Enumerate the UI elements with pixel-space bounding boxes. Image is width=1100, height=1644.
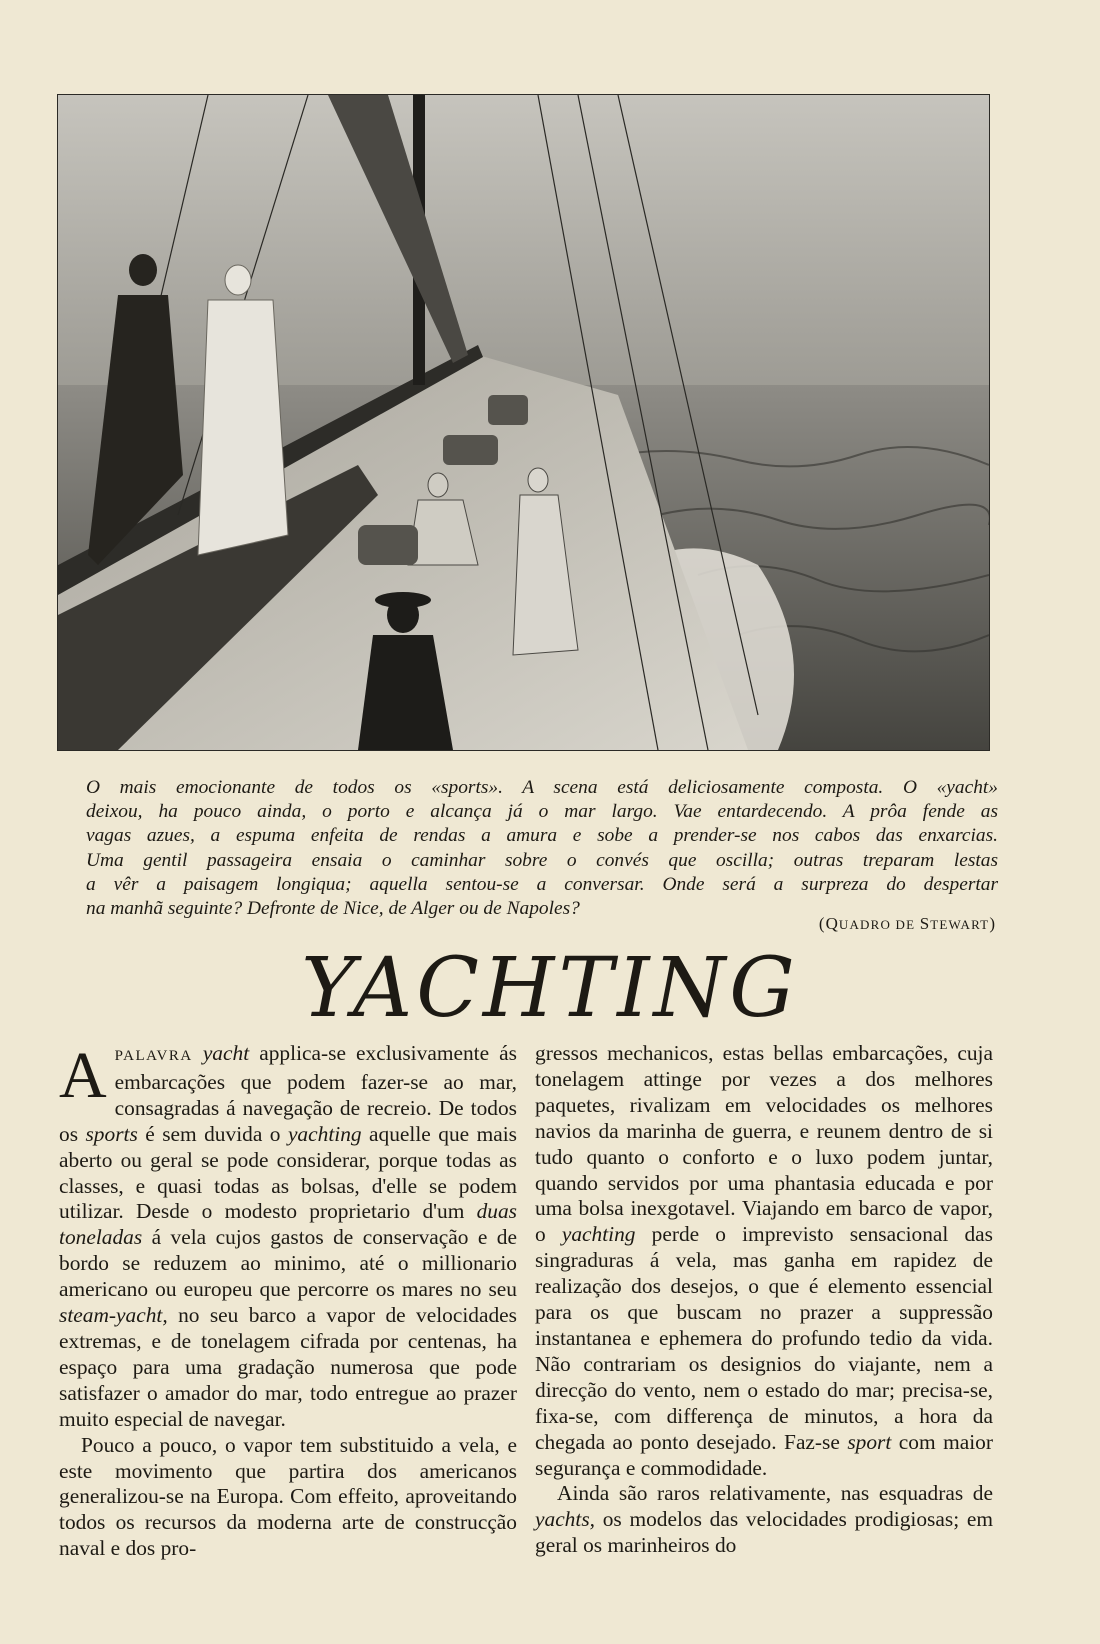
lead-word: PALAVRA [114,1048,193,1064]
caption-line: na manhã seguinte? Defronte de Nice, de Alger ou de Napoles? [86,898,580,920]
text-run: applica-se exclusivamente ás embarcações que podem fazer-se ao mar, consagradas á navegação de recreio. De todos os [59,1041,517,1146]
article-paragraph [535,1481,993,1559]
credit-part: TEWART [930,917,990,932]
caption-line: O mais emocionante de todos os «sports». A scena está deliciosamente composta. O «yacht» [86,777,998,798]
text-run: aquelle que mais aberto ou geral se pode considerar, porque todas as classes, e quasi todas as bolsas, d'elle se podem utilizar. Desde o modesto proprietario d'um [59,1121,517,1224]
text-run: com maior segurança e commodidade. [535,1429,993,1480]
article-title: YACHTING [301,941,799,1036]
emphasis: yacht [202,1041,250,1065]
emphasis: sport [847,1429,892,1454]
emphasis: steam-yacht, [59,1303,168,1328]
emphasis: yachts, [535,1507,595,1532]
article-column-right [535,1041,993,1559]
text-run: gressos mechanicos, estas bellas embarcações, cuja tonelagem attinge por vezes a dos melhores paquetes, rivalizam em velocidades os melhores navios da marinha de guerra, e reunem dentro de si tudo quanto o conforto e o luxo podem juntar, quando servidos por uma phantasia educada e por uma bolsa inexgotavel. Viajando em barco de vapor, o [535,1041,993,1247]
drop-cap: A [59,1039,107,1112]
text-run: os modelos das velocidades prodigiosas; em geral os marinheiros do [535,1507,993,1558]
article-paragraph: Pouco a pouco, o vapor tem substituido a vela, e este movimento que partira dos americanos generalizou-se na Europa. Com effeito, aproveitando todos os recursos da moderna arte de construcção naval e dos pro- [59,1432,517,1561]
article-paragraph [535,1041,993,1481]
emphasis: sports [85,1121,138,1146]
caption-line: deixou, ha pouco ainda, o porto e alcança já o mar largo. Vae entardecendo. A prôa fende as [86,801,998,823]
text-run: perde o imprevisto sensacional das singraduras á vela, mas ganha em rapidez de realização dos desejos, o que é elemento essencial para os que buscam no prazer a suppressão instantanea e ephemera do profundo tedio da vida. Não contrariam os designios do viajante, nem a direcção do vento, nem o estado do mar; precisa-se, fixa-se, com differença de minutos, a hora da chegada ao ponto desejado. Faz-se [535,1222,994,1454]
credit-part: ) [989,914,996,933]
emphasis: duas toneladas [59,1199,517,1250]
yacht-deck-illustration [57,94,990,751]
article-column-left [59,1041,517,1562]
credit-part: (Q [818,914,839,933]
credit-part: S [919,914,931,933]
emphasis: yachting [561,1222,636,1247]
text-run: á vela cujos gastos de conservação e de bordo se reduzem ao minimo, até o millionario americano ou europeu que percorre os mares no seu [59,1225,517,1302]
text-run: no seu barco a vapor de velocidades extremas, e de tonelagem cifrada por centenas, ha espaço para uma gradação numerosa que pode satisfazer o amador do mar, todo entregue ao prazer muito especial de navegar. [59,1303,517,1431]
illustration-credit [819,914,996,934]
caption-line: a vêr a paisagem longiqua; aquella sentou-se a conversar. Onde será a surpreza do despertar [86,873,998,895]
text-run: é sem duvida o [137,1121,288,1146]
illustration-caption [86,776,998,921]
article-paragraph [59,1041,517,1433]
caption-line: vagas azues, a espuma enfeita de rendas a amura e sobe a prender-se nos cabos das enxarcias. [86,825,998,847]
caption-line: Uma gentil passageira ensaia o caminhar sobre o convés que oscilla; outras treparam lestas [86,849,998,871]
credit-part: UADRO DE [838,917,920,932]
text-run: Ainda são raros relativamente, nas esquadras de [557,1481,993,1506]
emphasis: yachting [287,1121,362,1146]
